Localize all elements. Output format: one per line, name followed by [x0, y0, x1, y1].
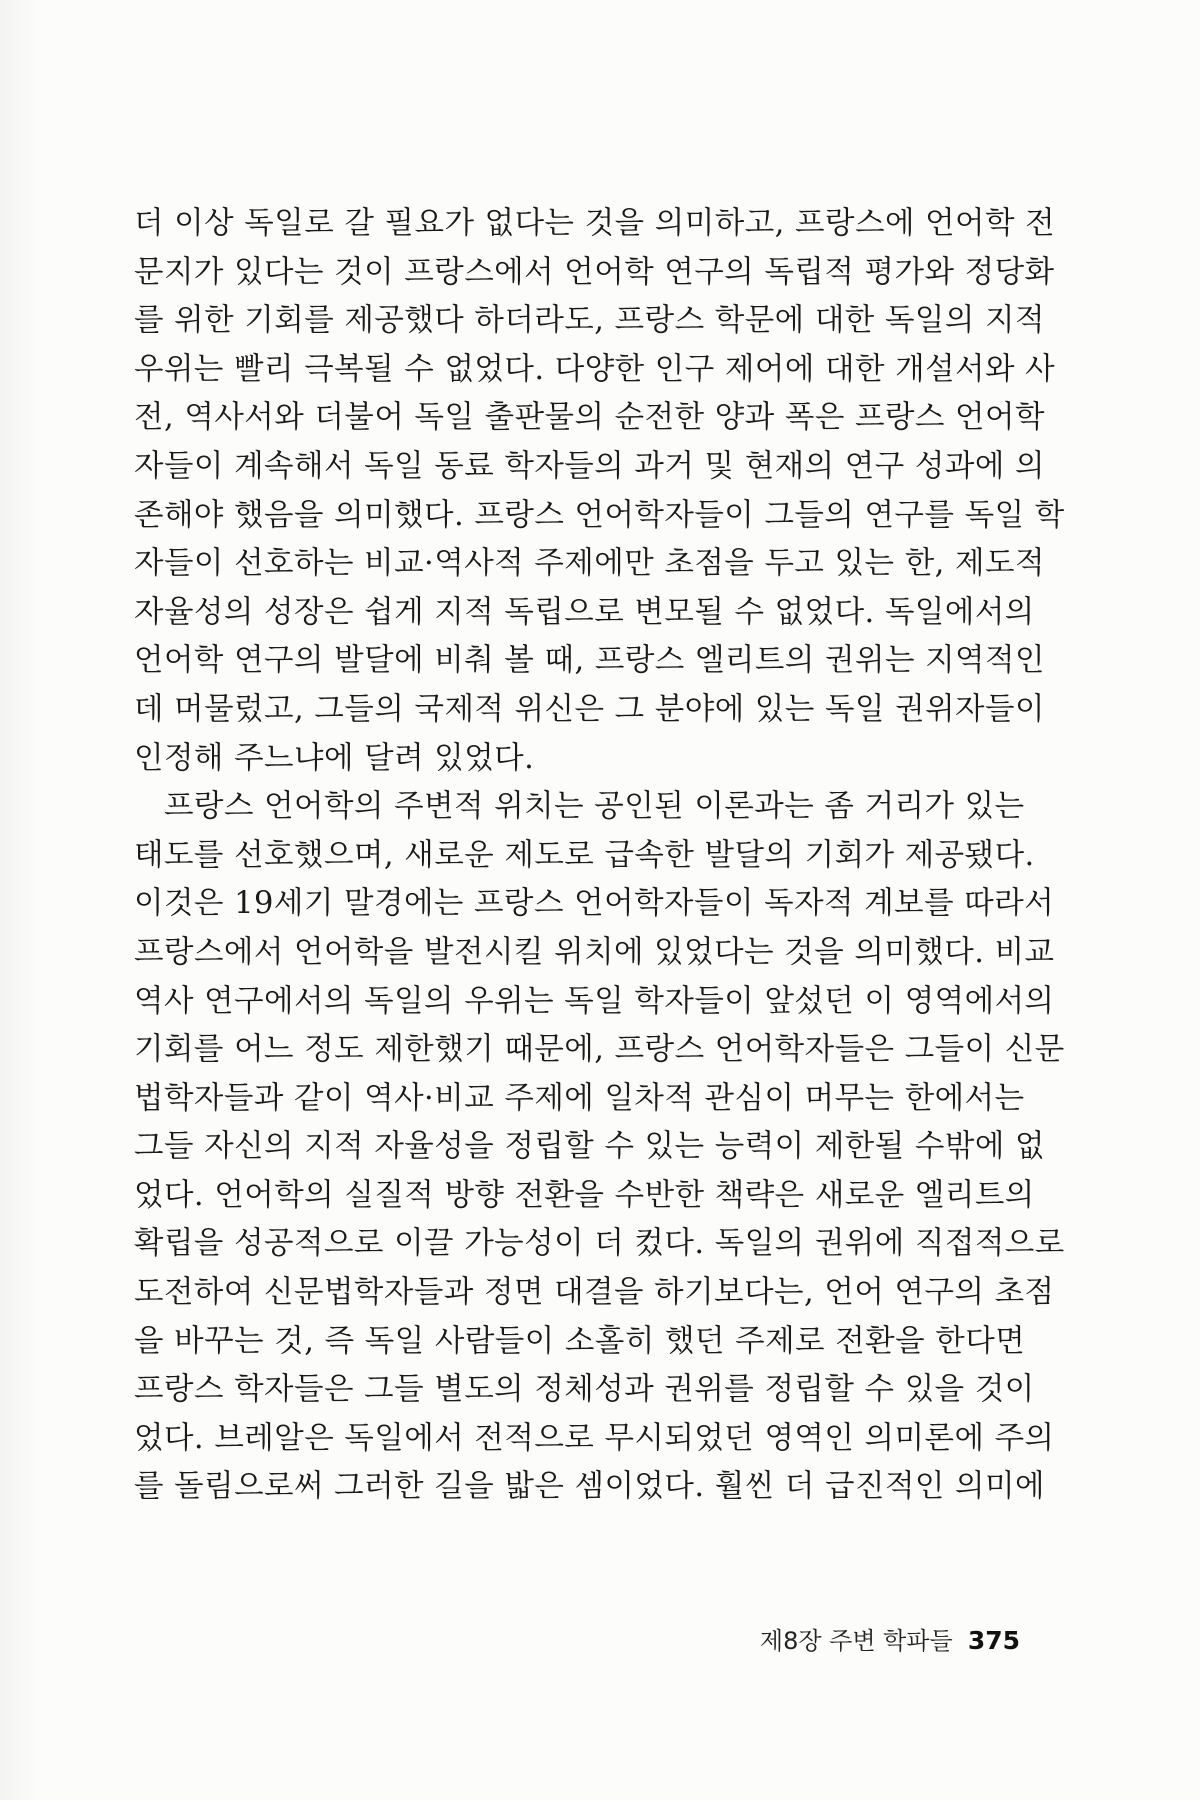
text-line: 데 머물렀고, 그들의 국제적 위신은 그 분야에 있는 독일 권위자들이	[134, 691, 1045, 727]
text-line: 프랑스에서 언어학을 발전시킬 위치에 있었다는 것을 의미했다. 비교	[134, 934, 1055, 970]
text-line: 기회를 어느 정도 제한했기 때문에, 프랑스 언어학자들은 그들이 신문	[134, 1032, 1065, 1068]
text-line: 태도를 선호했으며, 새로운 제도로 급속한 발달의 기회가 제공됐다.	[134, 837, 1035, 873]
text-line: 프랑스 언어학의 주변적 위치는 공인된 이론과는 좀 거리가 있는	[164, 789, 1025, 825]
text-line: 도전하여 신문법학자들과 정면 대결을 하기보다는, 언어 연구의 초점	[134, 1275, 1055, 1311]
text-line: 자율성의 성장은 쉽게 지적 독립으로 변모될 수 없었다. 독일에서의	[134, 594, 1035, 630]
text-line: 이것은 19세기 말경에는 프랑스 언어학자들이 독자적 계보를 따라서	[134, 886, 1055, 922]
text-line: 언어학 연구의 발달에 비춰 볼 때, 프랑스 엘리트의 권위는 지역적인	[134, 643, 1045, 679]
text-line: 그들 자신의 지적 자율성을 정립할 수 있는 능력이 제한될 수밖에 없	[134, 1129, 1045, 1165]
text-line: 더 이상 독일로 갈 필요가 없다는 것을 의미하고, 프랑스에 언어학 전	[134, 206, 1056, 241]
text-line: 인정해 주느냐에 달려 있었다.	[134, 740, 535, 776]
text-line: 확립을 성공적으로 이끌 가능성이 더 컸다. 독일의 권위에 직접적으로	[134, 1226, 1065, 1262]
text-line: 법학자들과 같이 역사·비교 주제에 일차적 관심이 머무는 한에서는	[134, 1080, 1025, 1116]
page-edge-shadow	[0, 0, 40, 1800]
text-line: 문지가 있다는 것이 프랑스에서 언어학 연구의 독립적 평가와 정당화	[134, 254, 1055, 290]
page-footer	[740, 1621, 1020, 1661]
running-head: 제8장 주변 학파들	[759, 1627, 953, 1655]
text-line: 전, 역사서와 더불어 독일 출판물의 순전한 양과 폭은 프랑스 언어학	[134, 400, 1045, 436]
text-line: 었다. 브레알은 독일에서 전적으로 무시되었던 영역인 의미론에 주의	[134, 1420, 1055, 1456]
body-text	[134, 200, 1065, 1512]
text-line: 를 위한 기회를 제공했다 하더라도, 프랑스 학문에 대한 독일의 지적	[134, 303, 1045, 339]
text-line: 자들이 계속해서 독일 동료 학자들의 과거 및 현재의 연구 성과에 의	[134, 448, 1045, 484]
text-line: 을 바꾸는 것, 즉 독일 사람들이 소홀히 했던 주제로 전환을 한다면	[134, 1323, 1026, 1359]
text-line: 역사 연구에서의 독일의 우위는 독일 학자들이 앞섰던 이 영역에서의	[134, 983, 1055, 1019]
text-line: 존해야 했음을 의미했다. 프랑스 언어학자들이 그들의 연구를 독일 학	[134, 497, 1065, 533]
text-line: 었다. 언어학의 실질적 방향 전환을 수반한 책략은 새로운 엘리트의	[134, 1177, 1035, 1213]
text-line: 를 돌림으로써 그러한 길을 밟은 셈이었다. 훨씬 더 급진적인 의미에	[134, 1469, 1045, 1505]
text-line: 프랑스 학자들은 그들 별도의 정체성과 권위를 정립할 수 있을 것이	[134, 1372, 1035, 1408]
text-line: 자들이 선호하는 비교·역사적 주제에만 초점을 두고 있는 한, 제도적	[134, 546, 1045, 582]
text-line: 우위는 빨리 극복될 수 없었다. 다양한 인구 제어에 대한 개설서와 사	[134, 351, 1056, 387]
page-number: 375	[967, 1626, 1020, 1655]
